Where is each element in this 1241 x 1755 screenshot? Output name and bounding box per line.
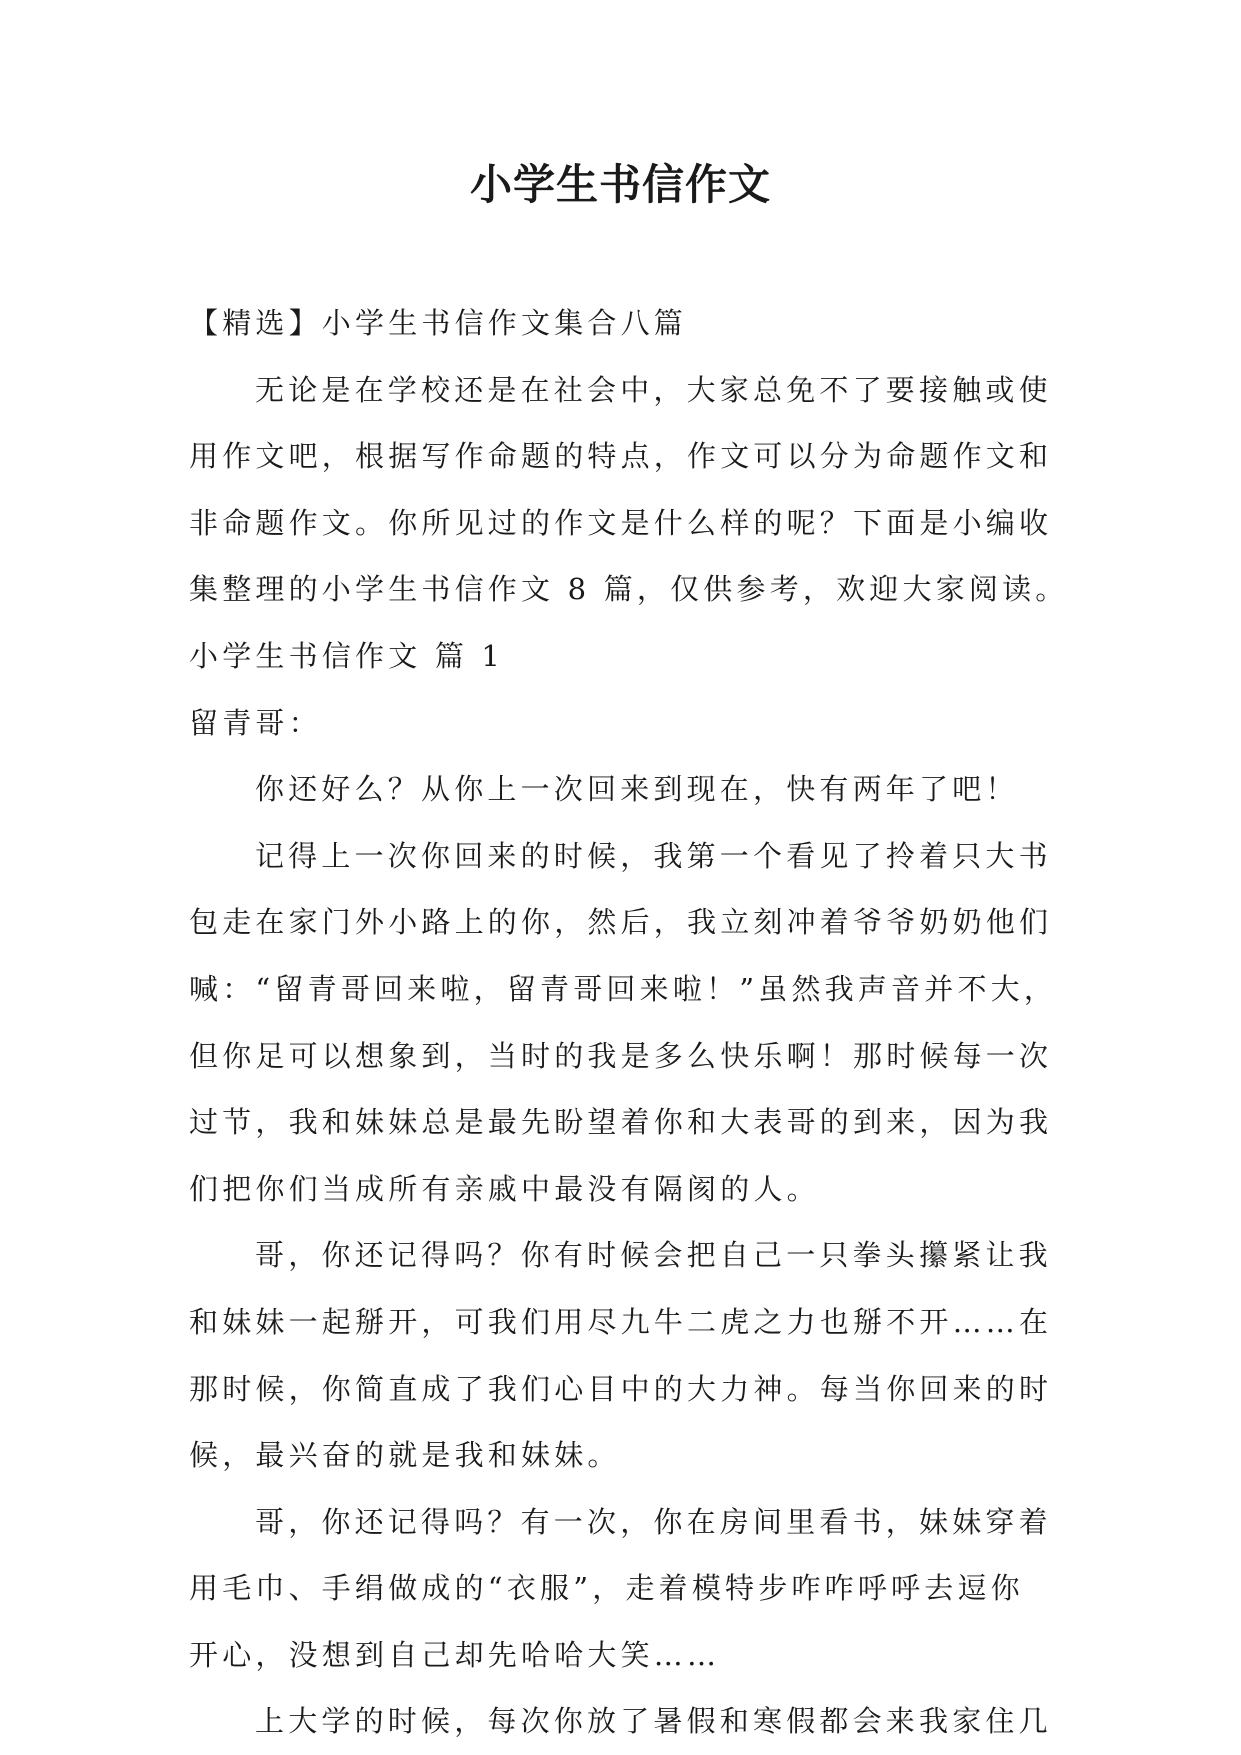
text-line: 用毛巾、手绢做成的“衣服”，走着模特步咋咋呼呼去逗你 <box>189 1571 1024 1606</box>
text-line: 无论是在学校还是在社会中，大家总免不了要接触或使 <box>255 372 1052 407</box>
text-line: 但你足可以想象到，当时的我是多么快乐啊！那时候每一次 <box>189 1038 1053 1073</box>
document-title: 小学生书信作文 <box>469 160 771 209</box>
text-line: 开心，没想到自己却先哈哈大笑…… <box>189 1637 721 1672</box>
text-line: 用作文吧，根据写作命题的特点，作文可以分为命题作文和 <box>189 439 1053 474</box>
text-line: 喊：“留青哥回来啦，留青哥回来啦！”虽然我声音并不大， <box>189 971 1058 1006</box>
text-line: 和妹妹一起掰开，可我们用尽九牛二虎之力也掰不开……在 <box>189 1304 1053 1339</box>
text-line: 记得上一次你回来的时候，我第一个看见了拎着只大书 <box>255 838 1052 873</box>
document-body <box>189 290 1069 1755</box>
text-line: 哥，你还记得吗？有一次，你在房间里看书，妹妹穿着 <box>255 1504 1052 1539</box>
text-line: 留青哥： <box>189 705 322 740</box>
text-line: 候，最兴奋的就是我和妹妹。 <box>189 1438 621 1473</box>
text-line: 非命题作文。你所见过的作文是什么样的呢？下面是小编收 <box>189 505 1053 540</box>
text-line: 【精选】小学生书信作文集合八篇 <box>189 306 688 340</box>
text-line: 包走在家门外小路上的你，然后，我立刻冲着爷爷奶奶他们 <box>189 905 1053 940</box>
text-line: 你还好么？从你上一次回来到现在，快有两年了吧！ <box>255 772 1019 807</box>
text-line: 过节，我和妹妹总是最先盼望着你和大表哥的到来，因为我 <box>189 1105 1053 1140</box>
text-line: 那时候，你简直成了我们心目中的大力神。每当你回来的时 <box>189 1371 1053 1406</box>
text-line: 哥，你还记得吗？你有时候会把自己一只拳头攥紧让我 <box>255 1238 1052 1273</box>
text-line: 集整理的小学生书信作文 8 篇，仅供参考，欢迎大家阅读。 <box>189 572 1069 607</box>
text-line: 小学生书信作文 篇 1 <box>189 638 505 673</box>
text-line: 们把你们当成所有亲戚中最没有隔阂的人。 <box>189 1171 820 1206</box>
text-line: 上大学的时候，每次你放了暑假和寒假都会来我家住几 <box>255 1704 1052 1739</box>
